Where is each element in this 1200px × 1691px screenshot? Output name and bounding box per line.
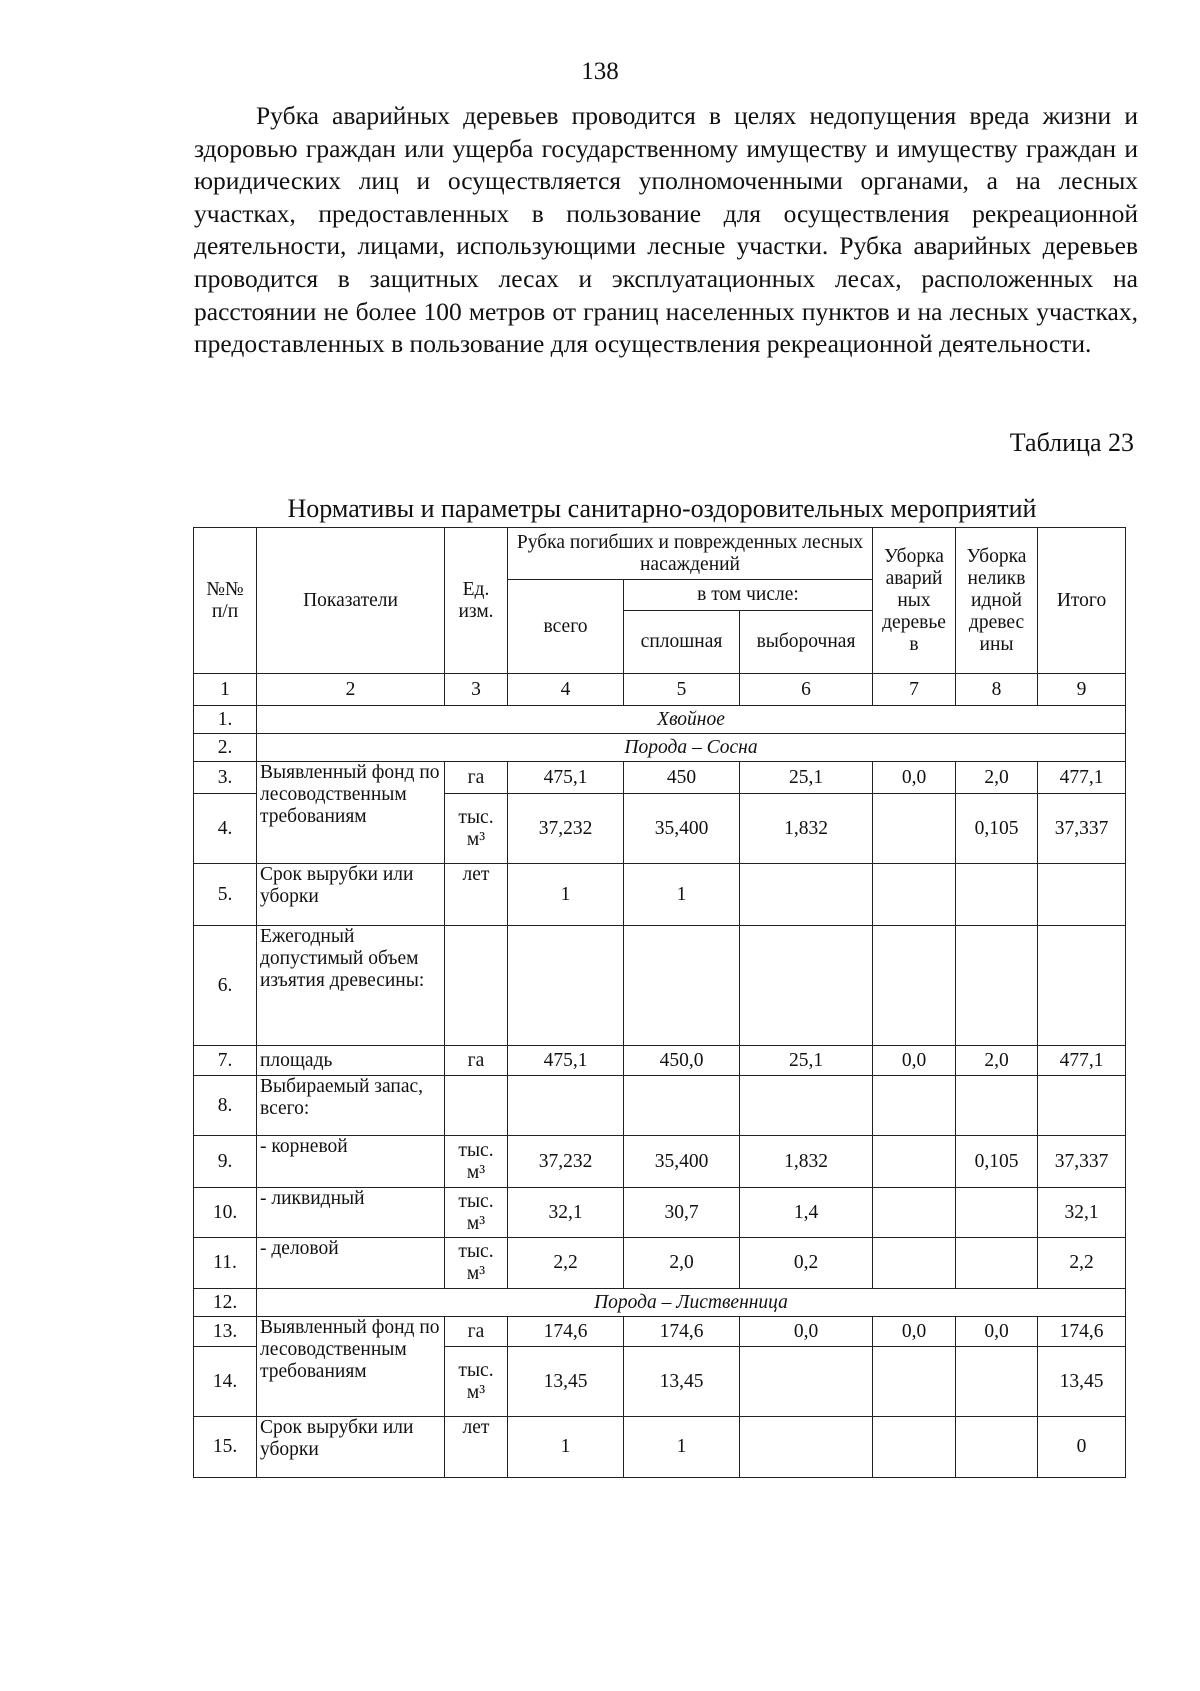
table-row: [194, 734, 1126, 762]
value-cell: 1: [624, 864, 740, 926]
value-cell: 1: [508, 1417, 624, 1478]
value-cell: 0,105: [956, 794, 1038, 864]
indicator-cell: площадь: [257, 1046, 445, 1076]
table-row: [194, 1417, 1126, 1478]
value-cell: 25,1: [740, 1046, 873, 1076]
table-label: Таблица 23: [1009, 428, 1134, 457]
col-number: 6: [740, 674, 873, 706]
value-cell: 174,6: [624, 1317, 740, 1347]
unit-cell: тыс. м³: [445, 794, 508, 864]
value-cell: 13,45: [624, 1347, 740, 1417]
value-cell: 0,0: [873, 1317, 956, 1347]
value-cell: [956, 864, 1038, 926]
row-number: 1.: [194, 706, 257, 734]
table-row: [194, 1317, 1126, 1347]
value-cell: [873, 864, 956, 926]
col-number: 2: [257, 674, 445, 706]
col-number: 5: [624, 674, 740, 706]
table-row: [194, 1076, 1126, 1136]
value-cell: 174,6: [1038, 1317, 1126, 1347]
col-number: 4: [508, 674, 624, 706]
value-cell: 1,832: [740, 1136, 873, 1188]
row-number: 7.: [194, 1046, 257, 1076]
col-number: 9: [1038, 674, 1126, 706]
unit-cell: тыс. м³: [445, 1188, 508, 1238]
col-number: 7: [873, 674, 956, 706]
value-cell: 13,45: [1038, 1347, 1126, 1417]
table-row: [194, 1046, 1126, 1076]
row-number: 3.: [194, 762, 257, 794]
value-cell: 1: [508, 864, 624, 926]
row-number: 11.: [194, 1238, 257, 1289]
value-cell: 0,105: [956, 1136, 1038, 1188]
value-cell: 475,1: [508, 1046, 624, 1076]
value-cell: [508, 1076, 624, 1136]
indicator-cell: Выявленный фонд по лесоводственным требованиям: [257, 1317, 445, 1417]
table-row: [194, 864, 1126, 926]
value-cell: [508, 926, 624, 1046]
value-cell: [956, 1076, 1038, 1136]
value-cell: [624, 926, 740, 1046]
value-cell: 35,400: [624, 794, 740, 864]
value-cell: 450,0: [624, 1046, 740, 1076]
header-illiquid: Уборка неликв идной древес ины: [956, 528, 1038, 674]
indicator-cell: Срок вырубки или уборки: [257, 1417, 445, 1478]
header-sum: Итого: [1038, 528, 1126, 674]
header-including: в том числе:: [624, 580, 873, 611]
section-title: Хвойное: [257, 706, 1126, 734]
table-row: [194, 1289, 1126, 1317]
col-number: 1: [194, 674, 257, 706]
value-cell: [873, 1136, 956, 1188]
row-number: 5.: [194, 864, 257, 926]
value-cell: 1,832: [740, 794, 873, 864]
indicator-cell: Выявленный фонд по лесоводственным требованиям: [257, 762, 445, 864]
value-cell: 1,4: [740, 1188, 873, 1238]
row-number: 10.: [194, 1188, 257, 1238]
header-selective: выборочная: [740, 611, 873, 674]
value-cell: 37,337: [1038, 1136, 1126, 1188]
value-cell: 35,400: [624, 1136, 740, 1188]
value-cell: 477,1: [1038, 762, 1126, 794]
table-row: [194, 706, 1126, 734]
table-row: [194, 1188, 1126, 1238]
row-number: 8.: [194, 1076, 257, 1136]
value-cell: [1038, 864, 1126, 926]
value-cell: [873, 1417, 956, 1478]
value-cell: 2,0: [956, 762, 1038, 794]
header-total-all: всего: [508, 580, 624, 674]
value-cell: [873, 794, 956, 864]
value-cell: 0,0: [740, 1317, 873, 1347]
value-cell: [1038, 926, 1126, 1046]
value-cell: 37,232: [508, 1136, 624, 1188]
value-cell: 2,0: [956, 1046, 1038, 1076]
value-cell: [956, 1417, 1038, 1478]
value-cell: 0,0: [873, 1046, 956, 1076]
indicator-cell: - ликвидный: [257, 1188, 445, 1238]
unit-cell: га: [445, 1317, 508, 1347]
value-cell: 13,45: [508, 1347, 624, 1417]
table-row: [194, 926, 1126, 1046]
value-cell: 2,0: [624, 1238, 740, 1289]
value-cell: [873, 1188, 956, 1238]
header-indicator: Показатели: [257, 528, 445, 674]
page-number: 138: [581, 58, 619, 85]
header-num: №№ п/п: [194, 528, 257, 674]
indicator-cell: Выбираемый запас, всего:: [257, 1076, 445, 1136]
value-cell: [873, 1076, 956, 1136]
value-cell: 0: [1038, 1417, 1126, 1478]
value-cell: [956, 1347, 1038, 1417]
unit-cell: лет: [445, 864, 508, 926]
indicator-cell: Срок вырубки или уборки: [257, 864, 445, 926]
row-number: 6.: [194, 926, 257, 1046]
unit-cell: лет: [445, 1417, 508, 1478]
value-cell: 475,1: [508, 762, 624, 794]
value-cell: [873, 1238, 956, 1289]
row-number: 4.: [194, 794, 257, 864]
value-cell: 2,2: [1038, 1238, 1126, 1289]
unit-cell: га: [445, 762, 508, 794]
value-cell: 477,1: [1038, 1046, 1126, 1076]
value-cell: [740, 864, 873, 926]
value-cell: [956, 1188, 1038, 1238]
indicator-cell: - деловой: [257, 1238, 445, 1289]
value-cell: [740, 1347, 873, 1417]
col-number: 3: [445, 674, 508, 706]
value-cell: [740, 1417, 873, 1478]
value-cell: [740, 1076, 873, 1136]
row-number: 13.: [194, 1317, 257, 1347]
value-cell: [873, 926, 956, 1046]
unit-cell: тыс. м³: [445, 1238, 508, 1289]
table-row: [194, 1136, 1126, 1188]
value-cell: 25,1: [740, 762, 873, 794]
intro-paragraph: Рубка аварийных деревьев проводится в целях недопущения вреда жизни и здоровью граждан или ущерба государственному имуществу и имуществу граждан и юридических лиц и осуществляется уполномоченными органами, а на лесных участках, предоставленных в пользование для осуществления рекреационной деятельности, лицами, использующими лесные участки. Рубка аварийных деревьев проводится в защитных лесах и эксплуатационных лесах, расположенных на расстоянии не более 100 метров от границ населенных пунктов и на лесных участках, предоставленных в пользование для осуществления рекреационной деятельности.: [194, 101, 1138, 359]
value-cell: [956, 1238, 1038, 1289]
unit-cell: [445, 926, 508, 1046]
value-cell: 37,232: [508, 794, 624, 864]
value-cell: 0,2: [740, 1238, 873, 1289]
header-felling: Рубка погибших и поврежденных лесных насаждений: [508, 528, 873, 580]
value-cell: [624, 1076, 740, 1136]
header-unit: Ед. изм.: [445, 528, 508, 674]
table-title: Нормативы и параметры санитарно-оздоровительных мероприятий: [287, 494, 1037, 523]
norms-table: [193, 527, 1126, 1478]
value-cell: [740, 926, 873, 1046]
row-number: 15.: [194, 1417, 257, 1478]
unit-cell: га: [445, 1046, 508, 1076]
value-cell: 1: [624, 1417, 740, 1478]
table-row: [194, 1238, 1126, 1289]
row-number: 14.: [194, 1347, 257, 1417]
header-clear: сплошная: [624, 611, 740, 674]
value-cell: 0,0: [956, 1317, 1038, 1347]
unit-cell: тыс. м³: [445, 1136, 508, 1188]
indicator-cell: Ежегодный допустимый объем изъятия древесины:: [257, 926, 445, 1046]
value-cell: [873, 1347, 956, 1417]
col-number: 8: [956, 674, 1038, 706]
value-cell: 32,1: [508, 1188, 624, 1238]
value-cell: 2,2: [508, 1238, 624, 1289]
unit-cell: тыс. м³: [445, 1347, 508, 1417]
value-cell: 30,7: [624, 1188, 740, 1238]
section-title: Порода – Лиственница: [257, 1289, 1126, 1317]
section-title: Порода – Сосна: [257, 734, 1126, 762]
value-cell: 450: [624, 762, 740, 794]
value-cell: 37,337: [1038, 794, 1126, 864]
value-cell: 32,1: [1038, 1188, 1126, 1238]
indicator-cell: - корневой: [257, 1136, 445, 1188]
row-number: 2.: [194, 734, 257, 762]
value-cell: [956, 926, 1038, 1046]
table-row: [194, 762, 1126, 794]
row-number: 9.: [194, 1136, 257, 1188]
value-cell: [1038, 1076, 1126, 1136]
row-number: 12.: [194, 1289, 257, 1317]
value-cell: 174,6: [508, 1317, 624, 1347]
unit-cell: [445, 1076, 508, 1136]
value-cell: 0,0: [873, 762, 956, 794]
header-emergency: Уборка аварий ных деревье в: [873, 528, 956, 674]
